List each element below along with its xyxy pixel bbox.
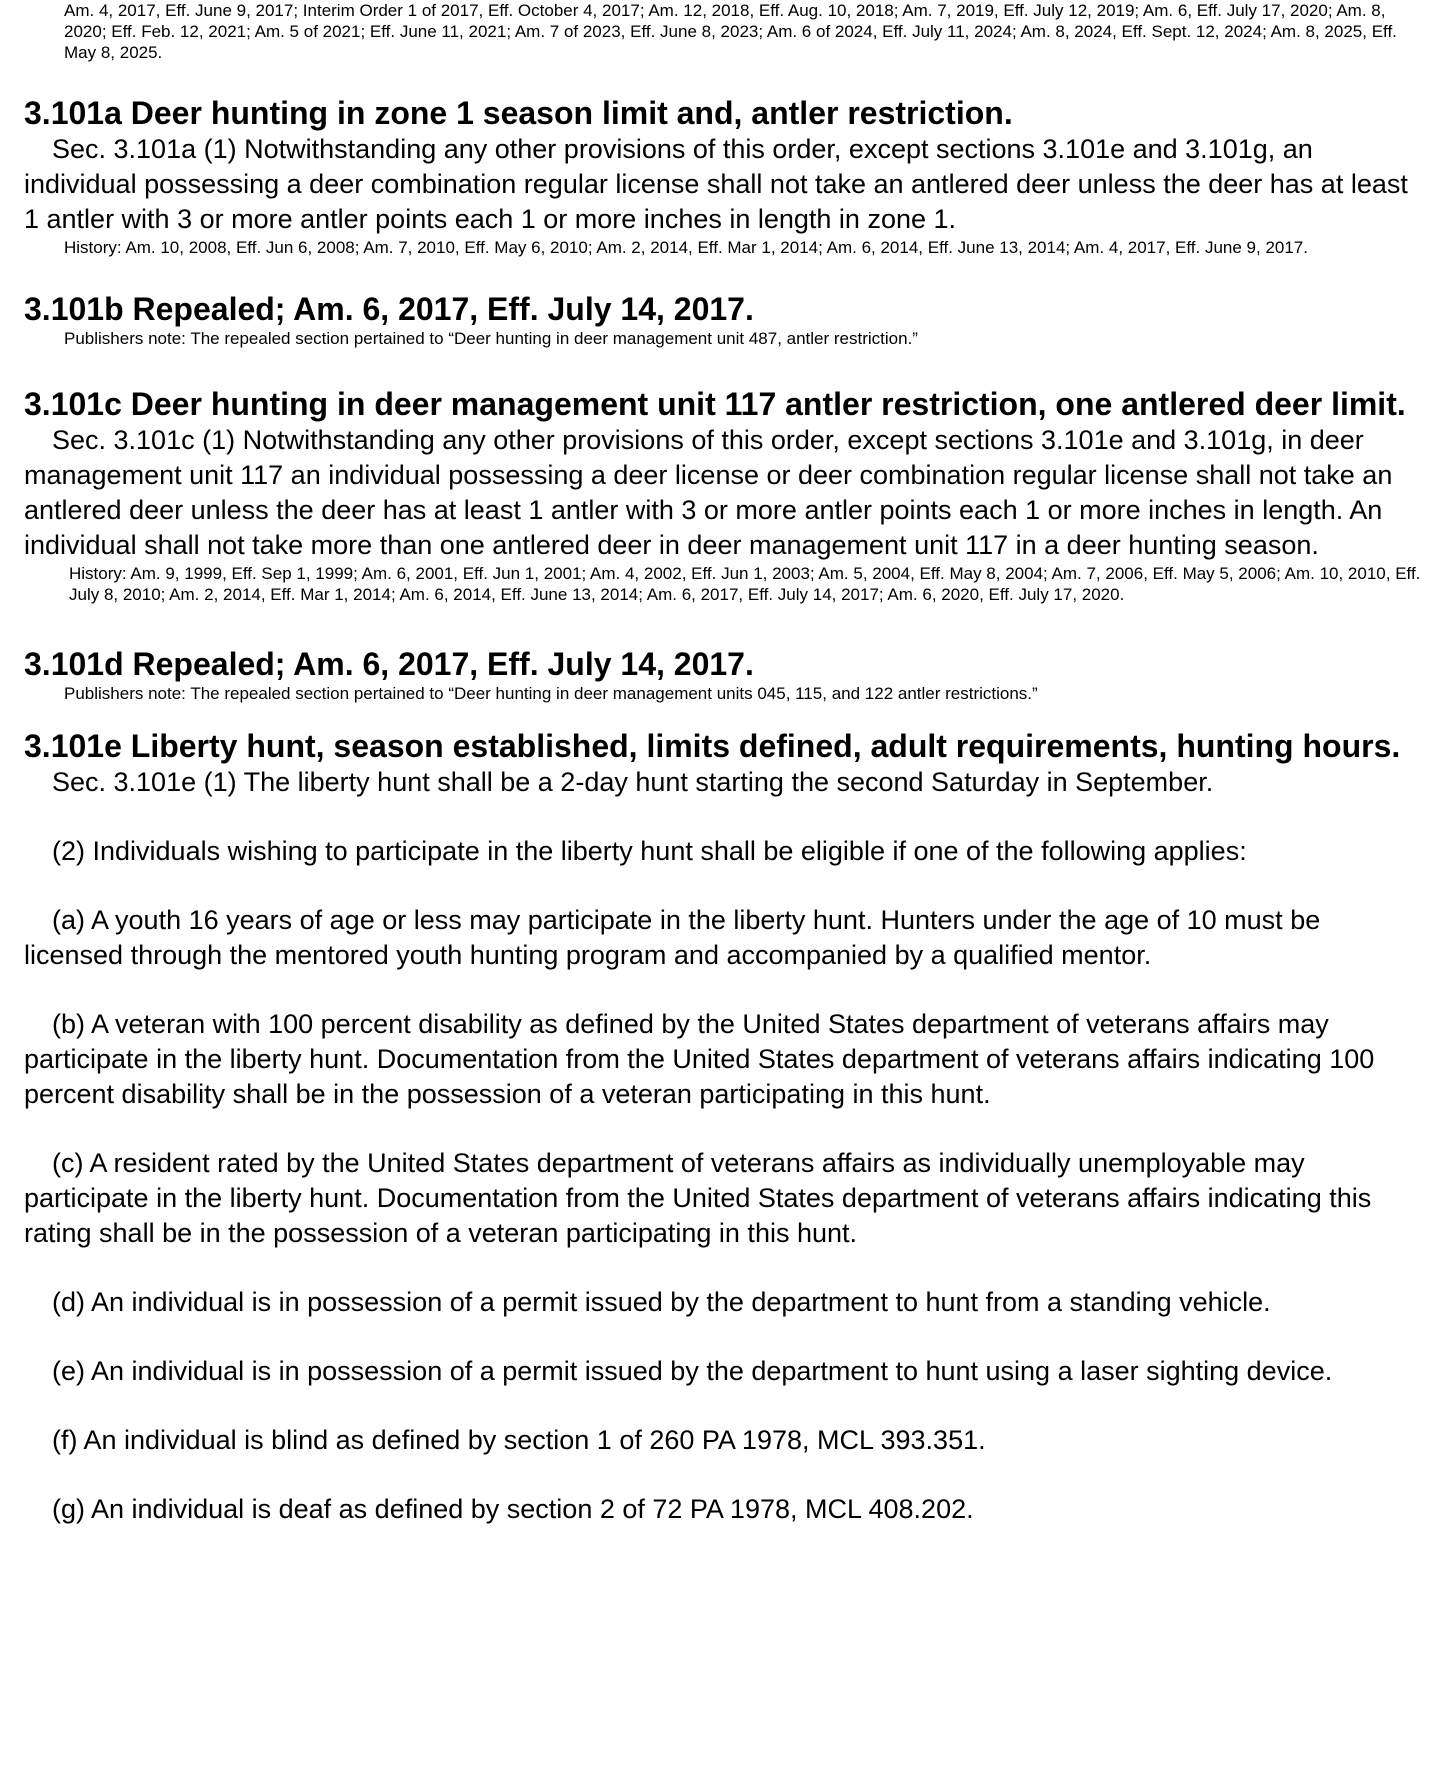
history-note-previous: Am. 4, 2017, Eff. June 9, 2017; Interim Order 1 of 2017, Eff. October 4, 2017; Am. 12, 2018, Eff. Aug. 10, 2018; Am. 7, 2019, Eff. July 12, 2019; Am. 6, Eff. July 17, 2020; Am. 8, 2020; Eff. Feb. 12, 2021; Am. 5 of 2021; Eff. June 11, 2021; Am. 7 of 2023, Eff. June 8, 2023; Am. 6 of 2024, Eff. July 11, 2024; Am. 8, 2024, Eff. Sept. 12, 2024; Am. 8, 2025, Eff. May 8, 2025. [64,1,1397,62]
section-heading-3-101c: 3.101c Deer hunting in deer management unit 117 antler restriction, one antlered deer limit. [24,386,1406,422]
publishers-note-3-101d: Publishers note: The repealed section pertained to “Deer hunting in deer management units 045, 115, and 122 antler restrictions.” [64,684,1038,703]
history-note-3-101a: History: Am. 10, 2008, Eff. Jun 6, 2008; Am. 7, 2010, Eff. May 6, 2010; Am. 2, 2014, Eff. Mar 1, 2014; Am. 6, 2014, Eff. June 13, 2014; Am. 4, 2017, Eff. June 9, 2017. [64,238,1308,257]
section-paragraph-b: (b) A veteran with 100 percent disability as defined by the United States department of veterans affairs may participate in the liberty hunt. Documentation from the United States department of veterans affairs indicating 100 percent disability shall be in the possession of a veteran participating in this hunt. [24,1009,1375,1109]
publishers-note-3-101b: Publishers note: The repealed section pertained to “Deer hunting in deer management unit 487, antler restriction.” [64,329,918,348]
section-heading-3-101b: 3.101b Repealed; Am. 6, 2017, Eff. July 14, 2017. [24,291,754,327]
document-page [24,0,1424,1527]
section-paragraph-c: (c) A resident rated by the United States department of veterans affairs as individually unemployable may participate in the liberty hunt. Documentation from the United States department of veterans affairs indicating this rating shall be in the possession of a veteran participating in this hunt. [24,1148,1372,1248]
section-body-3-101a: Sec. 3.101a (1) Notwithstanding any other provisions of this order, except sections 3.101e and 3.101g, an individual possessing a deer combination regular license shall not take an antlered deer unless the deer has at least 1 antler with 3 or more antler points each 1 or more inches in length in zone 1. [24,134,1408,234]
section-heading-3-101a: 3.101a Deer hunting in zone 1 season limit and, antler restriction. [24,95,1013,131]
section-paragraph-a: (a) A youth 16 years of age or less may participate in the liberty hunt. Hunters under the age of 10 must be licensed through the mentored youth hunting program and accompanied by a qualified mentor. [24,905,1321,970]
section-heading-3-101e: 3.101e Liberty hunt, season established, limits defined, adult requirements, hunting hours. [24,728,1401,764]
section-body-3-101c: Sec. 3.101c (1) Notwithstanding any other provisions of this order, except sections 3.101e and 3.101g, in deer management unit 117 an individual possessing a deer license or deer combination regular license shall not take an antlered deer unless the deer has at least 1 antler with 3 or more antler points each 1 or more inches in length. An individual shall not take more than one antlered deer in deer management unit 117 in a deer hunting season. [24,425,1393,560]
section-paragraph-g: (g) An individual is deaf as defined by section 2 of 72 PA 1978, MCL 408.202. [52,1494,974,1524]
section-paragraph-d: (d) An individual is in possession of a permit issued by the department to hunt from a standing vehicle. [52,1287,1271,1317]
section-heading-3-101d: 3.101d Repealed; Am. 6, 2017, Eff. July 14, 2017. [24,646,754,682]
section-paragraph-f: (f) An individual is blind as defined by section 1 of 260 PA 1978, MCL 393.351. [52,1425,986,1455]
section-paragraph-e: (e) An individual is in possession of a permit issued by the department to hunt using a laser sighting device. [52,1356,1333,1386]
section-paragraph-1: Sec. 3.101e (1) The liberty hunt shall be a 2-day hunt starting the second Saturday in September. [52,767,1214,797]
history-note-3-101c: History: Am. 9, 1999, Eff. Sep 1, 1999; Am. 6, 2001, Eff. Jun 1, 2001; Am. 4, 2002, Eff. Jun 1, 2003; Am. 5, 2004, Eff. May 8, 2004; Am. 7, 2006, Eff. May 5, 2006; Am. 10, 2010, Eff. July 8, 2010; Am. 2, 2014, Eff. Mar 1, 2014; Am. 6, 2014, Eff. June 13, 2014; Am. 6, 2017, Eff. July 14, 2017; Am. 6, 2020, Eff. July 17, 2020. [69,564,1421,604]
section-paragraph-2: (2) Individuals wishing to participate in the liberty hunt shall be eligible if one of the following applies: [52,836,1247,866]
